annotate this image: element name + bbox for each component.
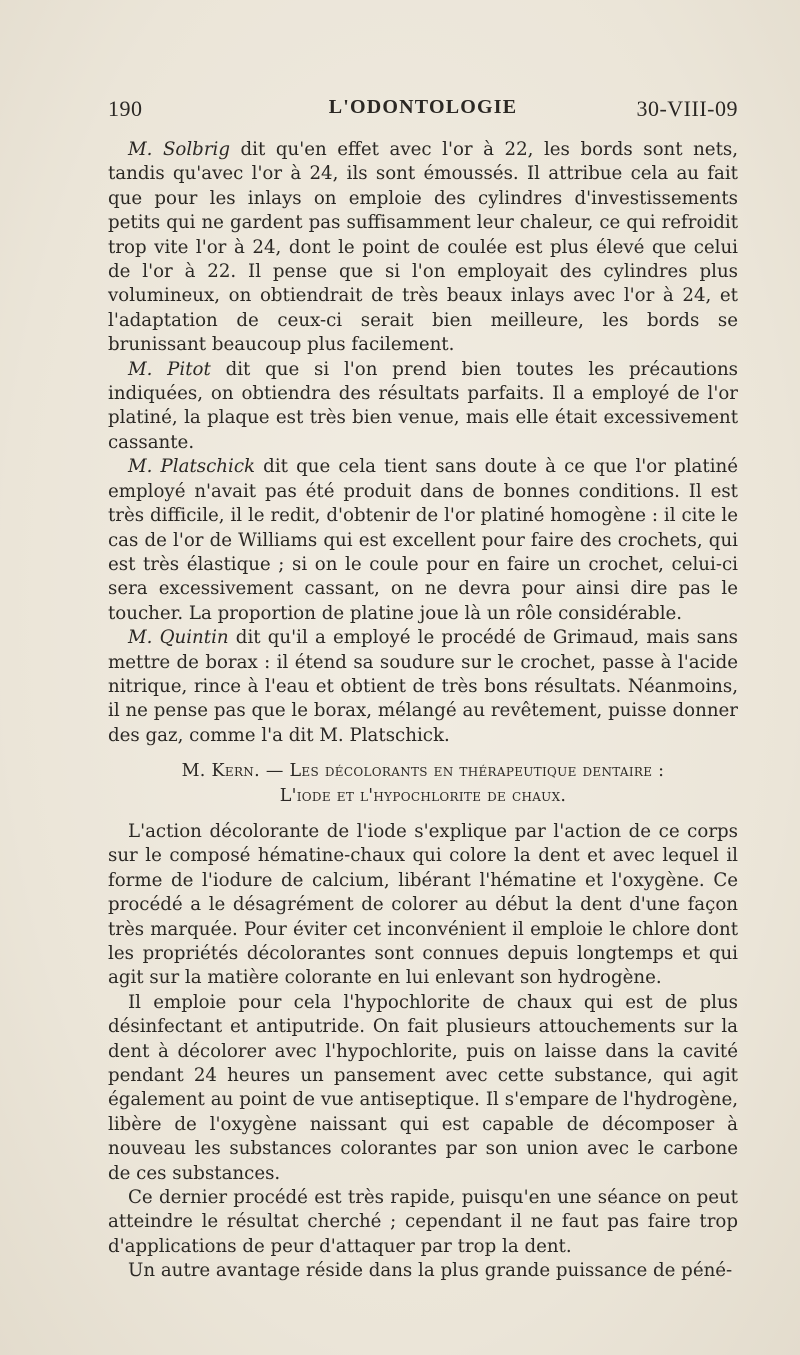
- page-number: 190: [108, 96, 143, 121]
- body-paragraph: Ce dernier procédé est très rapide, puisqu'en une séance on peut atteindre le résultat cherché ; cependant il ne faut pas faire trop d'applications de peur d'attaquer par trop la dent.: [108, 1187, 738, 1257]
- section-title-line2: L'iode et l'hypochlorite de chaux.: [279, 785, 567, 806]
- paragraph-text: dit que cela tient sans doute à ce que l'or platiné employé n'avait pas été produit dans de bonnes conditions. Il est très difficile, il le redit, d'obtenir de l'or platiné homogène : il cite le cas de l'or de Williams qui est excellent pour faire des crochets, qui est très élastique ; si on le coule pour en faire un crochet, celui-ci sera excessivement cassant, on ne devra pour ainsi dire pas le toucher. La proportion de platine joue là un rôle considérable.: [108, 456, 738, 624]
- page-text: [108, 138, 738, 1284]
- body-paragraph: Un autre avantage réside dans la plus grande puissance de péné-: [128, 1260, 733, 1282]
- speaker-name: M. Platschick: [128, 456, 256, 478]
- section-heading: [108, 759, 738, 808]
- speaker-name: M. Quintin: [128, 627, 229, 649]
- discussion-paragraph: [108, 626, 738, 748]
- issue-date: 30-VIII-09: [636, 96, 738, 121]
- paragraph-text: dit que si l'on prend bien toutes les précautions indiquées, on obtiendra des résultats parfaits. Il a employé de l'or platiné, la plaque est très bien venue, mais elle était excessivement cassante.: [108, 358, 738, 453]
- section-title-line1: Les décolorants en thérapeutique dentaire :: [289, 761, 665, 782]
- body-paragraph: Il emploie pour cela l'hypochlorite de chaux qui est de plus désinfectant et antiputride. On fait plusieurs attouchements sur la dent à décolorer avec l'hypochlorite, puis on laisse dans la cavité pendant 24 heures un pansement avec cette substance, qui agit également au point de vue antiseptique. Il s'empare de l'hydrogène, libère de l'oxygène naissant qui est capable de décomposer à nouveau les substances colorantes par son union avec le carbone de ces substances.: [108, 991, 738, 1184]
- section-author: M. Kern.: [181, 761, 260, 782]
- discussion-paragraph: [108, 358, 738, 456]
- speaker-name: M. Pitot: [128, 358, 211, 380]
- body-paragraph: L'action décolorante de l'iode s'explique par l'action de ce corps sur le composé hématine-chaux qui colore la dent et avec lequel il forme de l'iodure de calcium, libérant l'hématine et l'oxygène. Ce procédé a le désagrément de colorer au début la dent d'une façon très marquée. Pour éviter cet inconvénient il emploie le chlore dont les propriétés décolorantes sont connues depuis longtemps et qui agit sur la matière colorante en lui enlevant son hydrogène.: [108, 820, 738, 989]
- speaker-name: M. Solbrig: [128, 139, 230, 160]
- paragraph-text: dit qu'en effet avec l'or à 22, les bords sont nets, tandis qu'avec l'or à 24, ils sont émoussés. Il attribue cela au fait que pour les inlays on emploie des cylindres d'investissements petits qui ne gardent pas suffisamment leur chaleur, ce qui refroidit trop vite l'or à 24, dont le point de coulée est plus élevé que celui de l'or à 22. Il pense que si l'on employait des cylindres plus volumineux, on obtiendrait de très beaux inlays avec l'or à 24, et l'adaptation de ceux-ci serait bien meilleure, les bords se brunissant beaucoup plus facilement.: [108, 139, 738, 356]
- heading-separator: —: [259, 761, 290, 782]
- paragraph-text: dit qu'il a employé le procédé de Grimaud, mais sans mettre de borax : il étend sa soudure sur le crochet, passe à l'acide nitrique, rince à l'eau et obtient de très bons résultats. Néanmoins, il ne pense pas que le borax, mélangé au revêtement, puisse donner des gaz, comme l'a dit M. Platschick.: [108, 627, 738, 746]
- running-head: [108, 96, 738, 126]
- discussion-paragraph: [108, 455, 738, 626]
- journal-title: L'ODONTOLOGIE: [328, 96, 518, 118]
- discussion-paragraph: [108, 138, 738, 358]
